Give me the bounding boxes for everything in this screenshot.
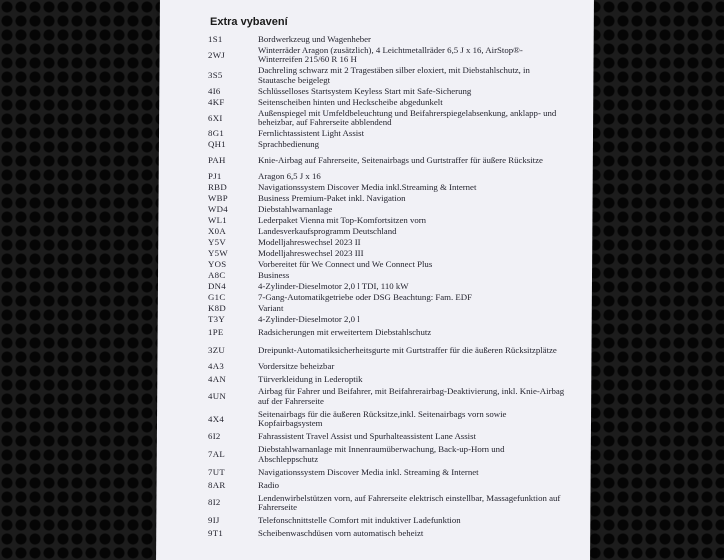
equipment-row xyxy=(200,237,570,248)
equipment-description: Scheibenwaschdüsen vorn automatisch beheizt xyxy=(258,528,424,538)
equipment-code: Y5W xyxy=(208,248,228,259)
equipment-code: G1C xyxy=(208,292,226,303)
equipment-description: Schlüsselloses Startsystem Keyless Start mit Safe-Sicherung xyxy=(258,85,472,96)
equipment-row xyxy=(200,492,570,515)
equipment-description: Navigationssystem Discover Media inkl.Streaming & Internet xyxy=(258,182,477,193)
equipment-code: 8I2 xyxy=(208,497,221,508)
equipment-description: Aragon 6,5 J x 16 xyxy=(258,171,321,182)
equipment-description: Seitenscheiben hinten und Heckscheibe abgedunkelt xyxy=(258,96,443,107)
equipment-code: 8G1 xyxy=(208,128,225,139)
equipment-description: Diebstahlwarnanlage xyxy=(258,204,333,215)
equipment-code: 1S1 xyxy=(208,33,223,44)
equipment-row xyxy=(200,431,570,444)
equipment-description: Dreipunkt-Automatiksicherheitsgurte mit Gurtstraffer für die äußeren Rücksitzplätze xyxy=(258,344,557,355)
equipment-description: Airbag für Fahrer und Beifahrer, mit Beifahrerairbag-Deaktivierung, inkl. Knie-Airbag auf der Fahrerseite xyxy=(258,386,565,406)
equipment-code: 7UT xyxy=(208,466,226,477)
equipment-description: Dachreling schwarz mit 2 Tragestäben silber eloxiert, mit Diebstahlschutz, in Stautasche beigelegt xyxy=(258,65,530,85)
equipment-code: 4KF xyxy=(208,96,225,107)
equipment-code: 4X4 xyxy=(208,413,225,424)
equipment-description: 4-Zylinder-Dieselmotor 2,0 l xyxy=(258,314,360,325)
equipment-row xyxy=(200,140,570,151)
equipment-code: 1PE xyxy=(208,326,224,337)
equipment-code: 4AN xyxy=(208,373,227,384)
equipment-row xyxy=(200,171,570,182)
equipment-code: YOS xyxy=(208,259,227,270)
equipment-description: Modelljahreswechsel 2023 II xyxy=(258,237,361,248)
equipment-description: Landesverkaufsprogramm Deutschland xyxy=(258,226,397,237)
equipment-description: Radio xyxy=(258,479,280,490)
equipment-description: Vordersitze beheizbar xyxy=(258,361,335,372)
equipment-row xyxy=(200,281,570,292)
equipment-row xyxy=(200,444,570,467)
equipment-description: Radsicherungen mit erweitertem Diebstahlschutz xyxy=(258,326,432,337)
equipment-description: Business xyxy=(258,270,290,281)
equipment-code: WBP xyxy=(208,193,228,204)
equipment-row xyxy=(200,479,570,492)
equipment-code: DN4 xyxy=(208,281,227,292)
equipment-description: Türverkleidung in Lederoptik xyxy=(258,373,363,384)
equipment-row xyxy=(200,527,570,540)
equipment-code: K8D xyxy=(208,303,227,314)
equipment-description: Lendenwirbelstützen vorn, auf Fahrerseite elektrisch einstellbar, Massagefunktion auf Fahrerseite xyxy=(258,492,561,513)
equipment-description: Diebstahlwarnanlage mit Innenraumüberwachung, Back-up-Horn und Abschleppschutz xyxy=(258,444,505,464)
equipment-code: 6I2 xyxy=(208,431,221,442)
equipment-row xyxy=(200,151,570,172)
equipment-code: WD4 xyxy=(208,204,228,215)
equipment-row xyxy=(200,386,570,409)
equipment-code: 3S5 xyxy=(208,70,223,81)
equipment-code: QH1 xyxy=(208,139,227,150)
equipment-row xyxy=(200,408,570,431)
equipment-description: Sprachbedienung xyxy=(258,139,320,150)
equipment-description: Fernlichtassistent Light Assist xyxy=(258,128,365,139)
equipment-code: 4UN xyxy=(208,391,227,402)
equipment-description: 7-Gang-Automatikgetriebe oder DSG Beachtung: Fam. EDF xyxy=(258,292,473,303)
equipment-code: 4A3 xyxy=(208,361,225,372)
equipment-code: X0A xyxy=(208,226,227,237)
equipment-row xyxy=(200,374,570,386)
equipment-description: Telefonschnittstelle Comfort mit induktiver Ladefunktion xyxy=(258,515,461,526)
equipment-row xyxy=(200,86,570,97)
equipment-row xyxy=(200,226,570,237)
equipment-code: 9IJ xyxy=(208,515,220,526)
equipment-description: Vorbereitet für We Connect und We Connect Plus xyxy=(258,259,433,270)
equipment-description: Modelljahreswechsel 2023 III xyxy=(258,248,364,259)
equipment-code: Y5V xyxy=(208,237,227,248)
equipment-code: 4I6 xyxy=(208,85,221,96)
equipment-code: 2WJ xyxy=(208,49,226,60)
equipment-list xyxy=(200,34,570,540)
equipment-row xyxy=(200,66,570,87)
equipment-code: PAH xyxy=(208,155,226,166)
equipment-description: Business Premium-Paket inkl. Navigation xyxy=(258,193,406,204)
equipment-row xyxy=(200,466,570,479)
equipment-row xyxy=(200,34,570,45)
equipment-row xyxy=(200,340,570,361)
equipment-row xyxy=(200,259,570,270)
equipment-row xyxy=(200,215,570,226)
equipment-row xyxy=(200,248,570,259)
equipment-row xyxy=(200,314,570,325)
equipment-row xyxy=(200,45,570,66)
equipment-row xyxy=(200,129,570,140)
equipment-row xyxy=(200,292,570,303)
equipment-description: Bordwerkzeug und Wagenheber xyxy=(258,33,371,44)
equipment-description: Variant xyxy=(258,303,284,314)
equipment-row xyxy=(200,325,570,340)
equipment-row xyxy=(200,270,570,281)
equipment-description: Fahrassistent Travel Assist und Spurhalteassistent Lane Assist xyxy=(258,431,476,442)
equipment-row xyxy=(200,361,570,374)
equipment-description: Seitenairbags für die äußeren Rücksitze,inkl. Seitenairbags vorn sowie Kopfairbagsystem xyxy=(258,408,507,429)
equipment-description: Außenspiegel mit Umfeldbeleuchtung und Beifahrerspiegelabsenkung, anklapp- und beheizbar, auf Fahrerseite abblendend xyxy=(258,107,557,128)
equipment-row xyxy=(200,97,570,108)
equipment-description: Navigationssystem Discover Media inkl. Streaming & Internet xyxy=(258,466,479,477)
equipment-code: PJ1 xyxy=(208,171,222,182)
equipment-code: 8AR xyxy=(208,479,226,490)
equipment-code: A8C xyxy=(208,270,226,281)
equipment-description: Knie-Airbag auf Fahrerseite, Seitenairbags und Gurtstraffer für äußere Rücksitze xyxy=(258,155,543,166)
equipment-row xyxy=(200,193,570,204)
equipment-description: Winterräder Aragon (zusätzlich), 4 Leichtmetallräder 6,5 J x 16, AirStop®-Winterreifen 215/60 R 16 H xyxy=(258,44,523,65)
equipment-row xyxy=(200,514,570,527)
equipment-description: 4-Zylinder-Dieselmotor 2,0 l TDI, 110 kW xyxy=(258,281,409,292)
equipment-code: 6XI xyxy=(208,112,223,123)
equipment-code: 3ZU xyxy=(208,344,226,355)
equipment-row xyxy=(200,108,570,129)
equipment-code: 9T1 xyxy=(208,528,224,538)
equipment-row xyxy=(200,204,570,215)
equipment-description: Lederpaket Vienna mit Top-Komfortsitzen vorn xyxy=(258,215,427,226)
equipment-row xyxy=(200,303,570,314)
equipment-code: 7AL xyxy=(208,449,226,460)
equipment-code: WL1 xyxy=(208,215,227,226)
equipment-row xyxy=(200,182,570,193)
equipment-code: T3Y xyxy=(208,314,226,325)
document-title: Extra vybavení xyxy=(210,16,288,28)
equipment-code: RBD xyxy=(208,182,227,193)
